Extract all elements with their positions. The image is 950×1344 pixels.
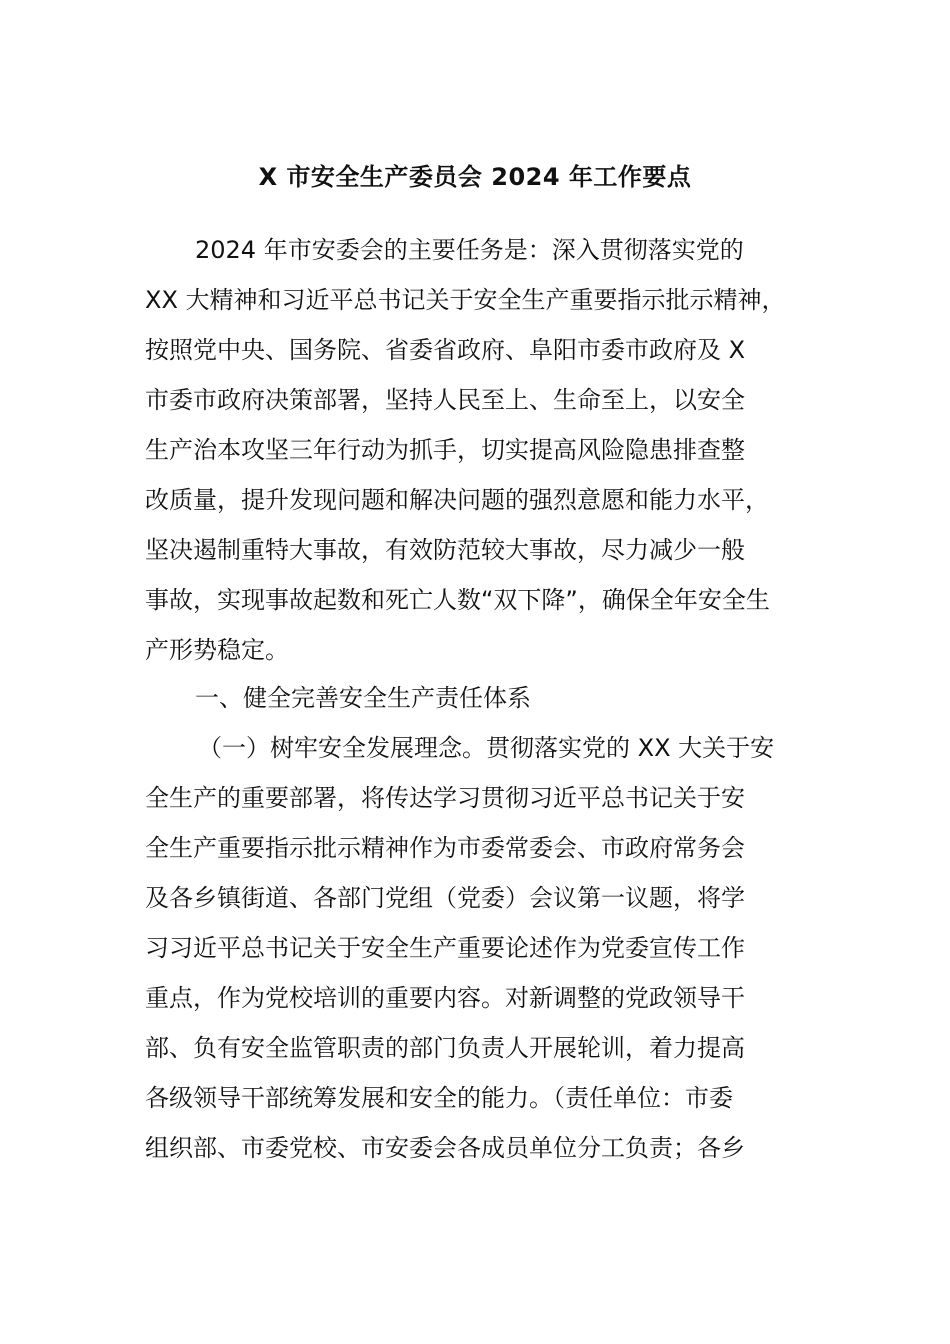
paragraph-line: 改质量，提升发现问题和解决问题的强烈意愿和能力水平， — [145, 486, 769, 514]
paragraph-line: 坚决遏制重特大事故，有效防范较大事故，尽力减少一般 — [145, 536, 745, 564]
paragraph-line: 部、负有安全监管职责的部门负责人开展轮训，着力提高 — [145, 1034, 745, 1062]
paragraph-line: 全生产的重要部署，将传达学习贯彻习近平总书记关于安 — [145, 784, 745, 812]
paragraph-line: XX 大精神和习近平总书记关于安全生产重要指示批示精神， — [145, 286, 786, 314]
paragraph-line: 产形势稳定。 — [145, 636, 289, 664]
paragraph-line: 各级领导干部统筹发展和安全的能力。（责任单位：市委 — [145, 1084, 733, 1112]
paragraph-line: 组织部、市委党校、市安委会各成员单位分工负责；各乡 — [145, 1134, 745, 1162]
paragraph-line: 事故，实现事故起数和死亡人数“双下降”，确保全年安全生 — [145, 586, 770, 614]
paragraph-line: 按照党中央、国务院、省委省政府、阜阳市委市政府及 X — [145, 336, 746, 364]
paragraph-line: 市委市政府决策部署，坚持人民至上、生命至上，以安全 — [145, 386, 745, 414]
paragraph-line: 习习近平总书记关于安全生产重要论述作为党委宣传工作 — [145, 934, 745, 962]
paragraph-line: 生产治本攻坚三年行动为抓手，切实提高风险隐患排查整 — [145, 436, 745, 464]
paragraph-line: 重点，作为党校培训的重要内容。对新调整的党政领导干 — [145, 984, 745, 1012]
document-title: X 市安全生产委员会 2024 年工作要点 — [258, 163, 692, 191]
paragraph-line: （一）树牢安全发展理念。贯彻落实党的 XX 大关于安 — [198, 734, 775, 762]
paragraph-line: 全生产重要指示批示精神作为市委常委会、市政府常务会 — [145, 834, 745, 862]
section-heading: 一、健全完善安全生产责任体系 — [195, 684, 531, 712]
paragraph-line: 及各乡镇街道、各部门党组（党委）会议第一议题，将学 — [145, 884, 745, 912]
paragraph-line: 2024 年市安委会的主要任务是：深入贯彻落实党的 — [195, 236, 744, 264]
